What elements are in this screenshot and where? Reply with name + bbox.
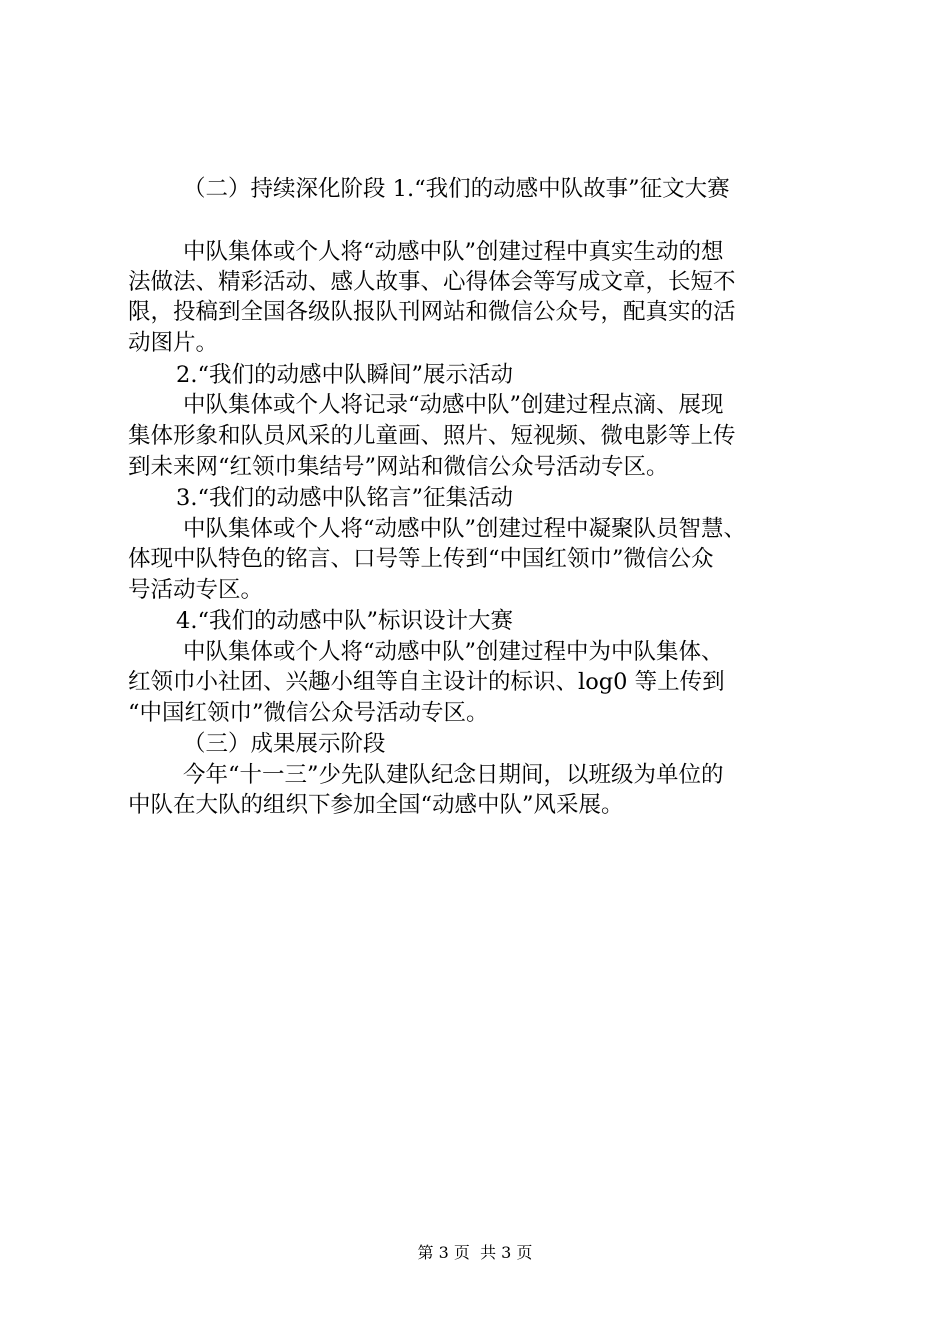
list-item-heading: 3.“我们的动感中队铭言”征集活动 (176, 485, 513, 511)
paragraph-line: 集体形象和队员风采的儿童画、照片、短视频、微电影等上传 (128, 423, 736, 449)
paragraph-line: 红领巾小社团、兴趣小组等自主设计的标识、log0 等上传到 (128, 669, 725, 695)
page-number: 第 3 页 共 3 页 (417, 1243, 533, 1262)
paragraph-line: 体现中队特色的铭言、口号等上传到“中国红领巾”微信公众 (128, 546, 714, 572)
paragraph-line: 中队集体或个人将“动感中队”创建过程中真实生动的想 (183, 239, 724, 265)
paragraph-line: 中队集体或个人将“动感中队”创建过程中凝聚队员智慧、 (183, 516, 747, 542)
paragraph-line: 法做法、精彩活动、感人故事、心得体会等写成文章，长短不 (128, 269, 736, 295)
paragraph-line: 今年“十一三”少先队建队纪念日期间，以班级为单位的 (183, 762, 724, 788)
section-heading: （二）持续深化阶段 1.“我们的动感中队故事”征文大赛 (183, 176, 730, 202)
paragraph-line: “中国红领巾”微信公众号活动专区。 (128, 700, 489, 726)
paragraph-line: 号活动专区。 (128, 577, 264, 603)
paragraph-line: 中队集体或个人将记录“动感中队”创建过程点滴、展现 (183, 392, 724, 418)
paragraph-line: 动图片。 (128, 330, 219, 356)
list-item-heading: 4.“我们的动感中队”标识设计大赛 (176, 608, 513, 634)
paragraph-line: 限，投稿到全国各级队报队刊网站和微信公众号，配真实的活 (128, 299, 736, 325)
section-heading: （三）成果展示阶段 (183, 731, 386, 757)
paragraph-line: 中队在大队的组织下参加全国“动感中队”风采展。 (128, 792, 624, 818)
paragraph-line: 到未来网“红领巾集结号”网站和微信公众号活动专区。 (128, 454, 669, 480)
list-item-heading: 2.“我们的动感中队瞬间”展示活动 (176, 362, 513, 388)
paragraph-line: 中队集体或个人将“动感中队”创建过程中为中队集体、 (183, 639, 724, 665)
